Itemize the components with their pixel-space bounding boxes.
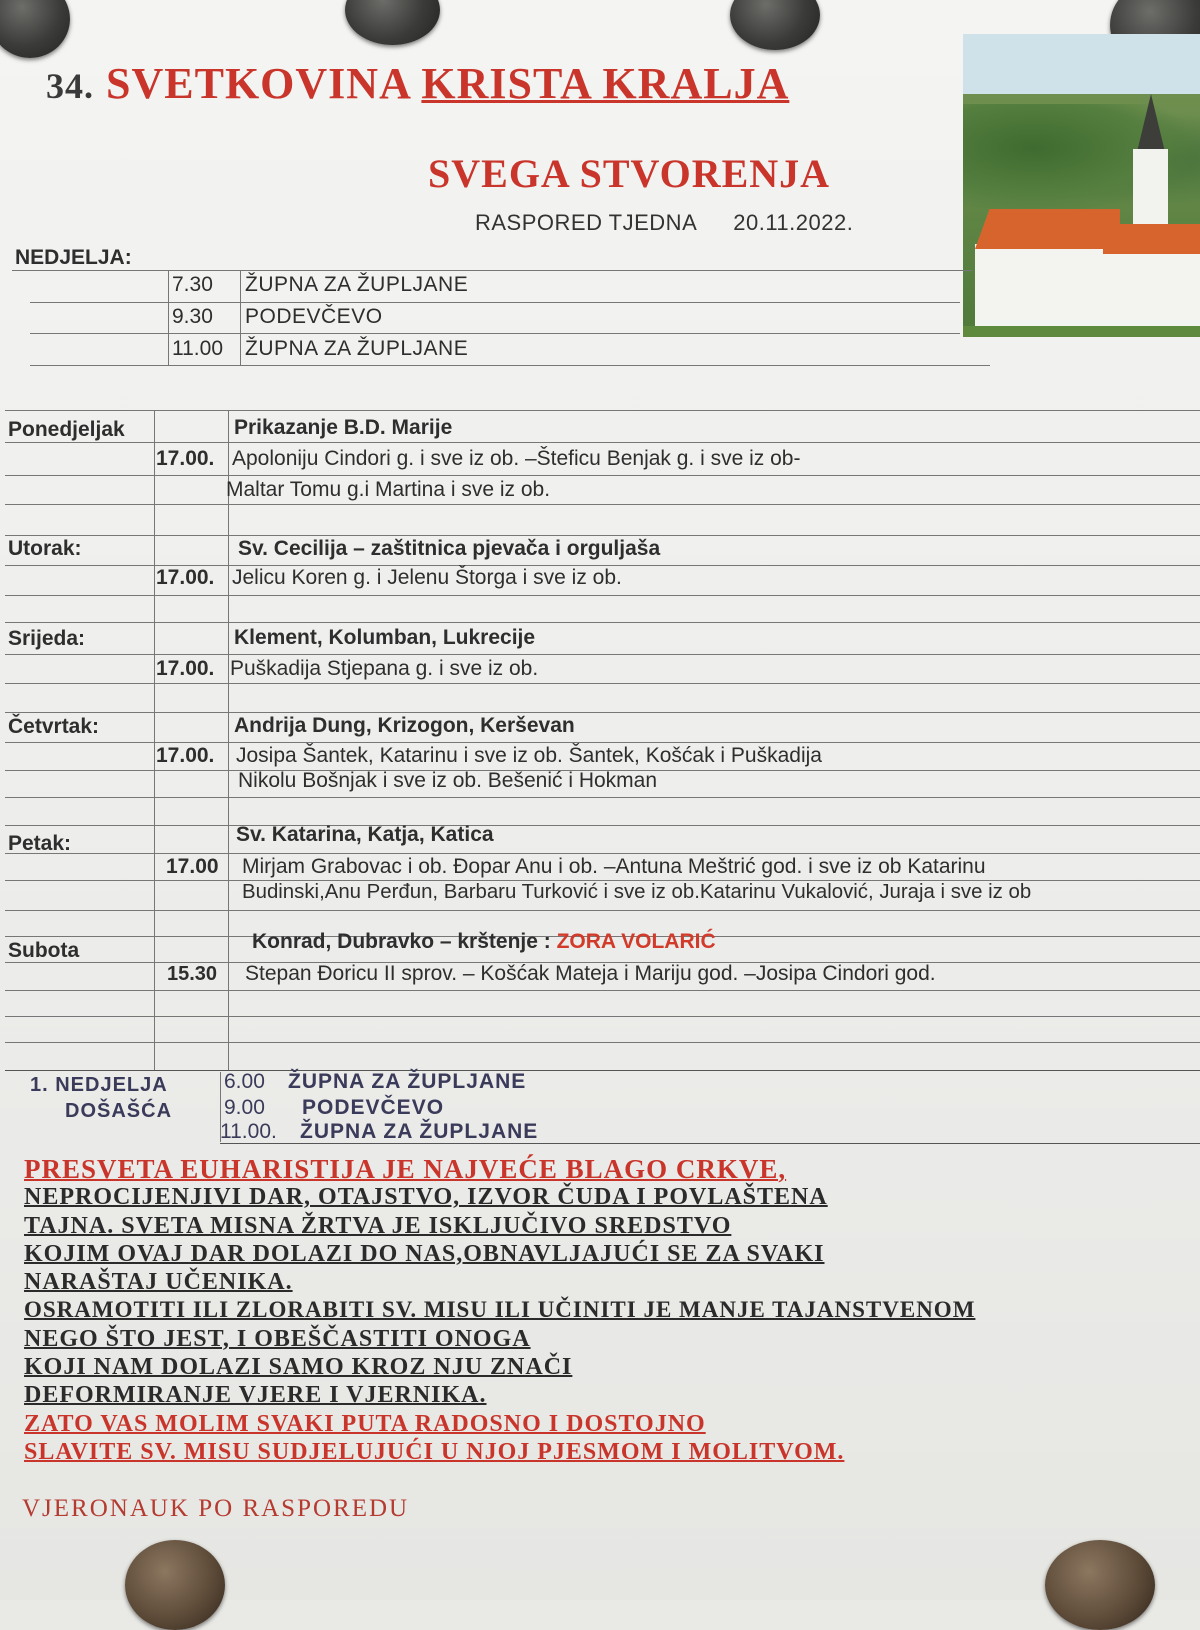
notice-line: NEGO ŠTO JEST, I OBEŠČASTITI ONOGA [24, 1325, 531, 1352]
mass-time: 7.30 [172, 273, 213, 296]
mass-time: 17.00. [156, 447, 215, 470]
advent-label: DOŠAŠĆA [65, 1100, 173, 1122]
mass-intention: Maltar Tomu g.i Martina i sve iz ob. [226, 478, 551, 501]
page-title: 34. SVETKOVINA KRISTA KRALJA [46, 59, 790, 108]
feast-name: Sv. Katarina, Katja, Katica [236, 823, 494, 846]
mass-intention: Stepan Đoricu II sprov. – Košćak Mateja i Mariju god. –Josipa Cindori god. [245, 962, 936, 985]
mass-intention: Budinski,Anu Perđun, Barbaru Turković i sve iz ob.Katarinu Vukalović, Juraja i sve iz ob [242, 881, 1032, 903]
notice-line: NARAŠTAJ UČENIKA. [24, 1269, 293, 1296]
day-label: NEDJELJA: [15, 246, 132, 269]
mass-time: 11.00 [172, 337, 223, 360]
feast-name: Sv. Cecilija – zaštitnica pjevača i orguljaša [238, 537, 661, 560]
notice-line: NEPROCIJENJIVI DAR, OTAJSTVO, IZVOR ČUDA I POVLAŠTENA [24, 1184, 828, 1211]
baptism-name: ZORA VOLARIĆ [556, 930, 716, 953]
magnet [345, 0, 440, 45]
mass-intention: Jelicu Koren g. i Jelenu Štorga i sve iz ob. [232, 566, 622, 589]
mass-time: 17.00. [156, 657, 215, 680]
mass-intention: ŽUPNA ZA ŽUPLJANE [245, 337, 469, 360]
magnet [0, 0, 70, 58]
schedule-date: 20.11.2022. [733, 210, 854, 235]
mass-intention: Nikolu Bošnjak i sve iz ob. Bešenić i Hokman [238, 769, 658, 792]
church-photo [963, 34, 1200, 337]
notice-line: ZATO VAS MOLIM SVAKI PUTA RADOSNO I DOSTOJNO [24, 1410, 706, 1437]
schedule-heading: RASPORED TJEDNA 20.11.2022. [475, 210, 854, 235]
mass-time: 9.00 [224, 1096, 265, 1119]
mass-time: 17.00. [156, 566, 215, 589]
notice-line: PRESVETA EUHARISTIJA JE NAJVEĆE BLAGO CRKVE, [24, 1154, 787, 1184]
mass-intention: PODEVČEVO [245, 305, 383, 328]
mass-time: 17.00 [166, 855, 219, 878]
mass-intention: Josipa Šantek, Katarinu i sve iz ob. Šantek, Košćak i Puškadija [236, 744, 822, 767]
catechism-note: VJERONAUK PO RASPOREDU [22, 1495, 410, 1522]
mass-time: 17.00. [156, 744, 215, 767]
page-subtitle: SVEGA STVORENJA [428, 151, 831, 196]
notice-line: SLAVITE SV. MISU SUDJELUJUĆI U NJOJ PJESMOM I MOLITVOM. [24, 1438, 845, 1465]
eucharist-notice [24, 1155, 1184, 1466]
mass-time: 6.00 [224, 1070, 265, 1093]
mass-time: 15.30 [167, 963, 218, 985]
day-label: Utorak: [8, 537, 82, 560]
notice-line: OSRAMOTITI ILI ZLORABITI SV. MISU ILI UČINITI JE MANJE TAJANSTVENOM [24, 1297, 976, 1323]
mass-intention: Mirjam Grabovac i ob. Đopar Anu i ob. –Antuna Meštrić god. i sve iz ob Katarinu [242, 855, 986, 878]
notice-line: KOJI NAM DOLAZI SAMO KROZ NJU ZNAČI [24, 1354, 573, 1381]
mass-intention: PODEVČEVO [302, 1096, 445, 1119]
mass-intention: Apoloniju Cindori g. i sve iz ob. –Šteficu Benjak g. i sve iz ob- [232, 447, 801, 470]
feast-name: Klement, Kolumban, Lukrecije [234, 626, 536, 649]
mass-time: 9.30 [172, 305, 213, 328]
mass-intention: ŽUPNA ZA ŽUPLJANE [288, 1070, 527, 1093]
day-label: Ponedjeljak [8, 418, 125, 441]
day-label: Četvrtak: [8, 715, 100, 738]
day-label: Subota [8, 939, 80, 962]
day-label: Srijeda: [8, 627, 86, 650]
mass-time: 11.00. [220, 1120, 277, 1143]
magnet [125, 1540, 225, 1630]
feast-name: Konrad, Dubravko – krštenje : ZORA VOLARIĆ [252, 930, 716, 953]
mass-intention: ŽUPNA ZA ŽUPLJANE [300, 1120, 539, 1143]
mass-intention: Puškadija Stjepana g. i sve iz ob. [230, 657, 539, 680]
feast-name: Andrija Dung, Krizogon, Kerševan [234, 714, 575, 737]
mass-intention: ŽUPNA ZA ŽUPLJANE [245, 273, 469, 296]
notice-line: TAJNA. SVETA MISNA ŽRTVA JE ISKLJUČIVO SREDSTVO [24, 1212, 732, 1239]
magnet [730, 0, 820, 50]
feast-name: Prikazanje B.D. Marije [234, 416, 453, 439]
advent-label: 1. NEDJELJA [30, 1074, 168, 1096]
day-label: Petak: [8, 832, 72, 855]
notice-line: DEFORMIRANJE VJERE I VJERNIKA. [24, 1382, 487, 1409]
notice-line: KOJIM OVAJ DAR DOLAZI DO NAS,OBNAVLJAJUĆI SE ZA SVAKI [24, 1240, 825, 1267]
magnet [1045, 1540, 1155, 1630]
